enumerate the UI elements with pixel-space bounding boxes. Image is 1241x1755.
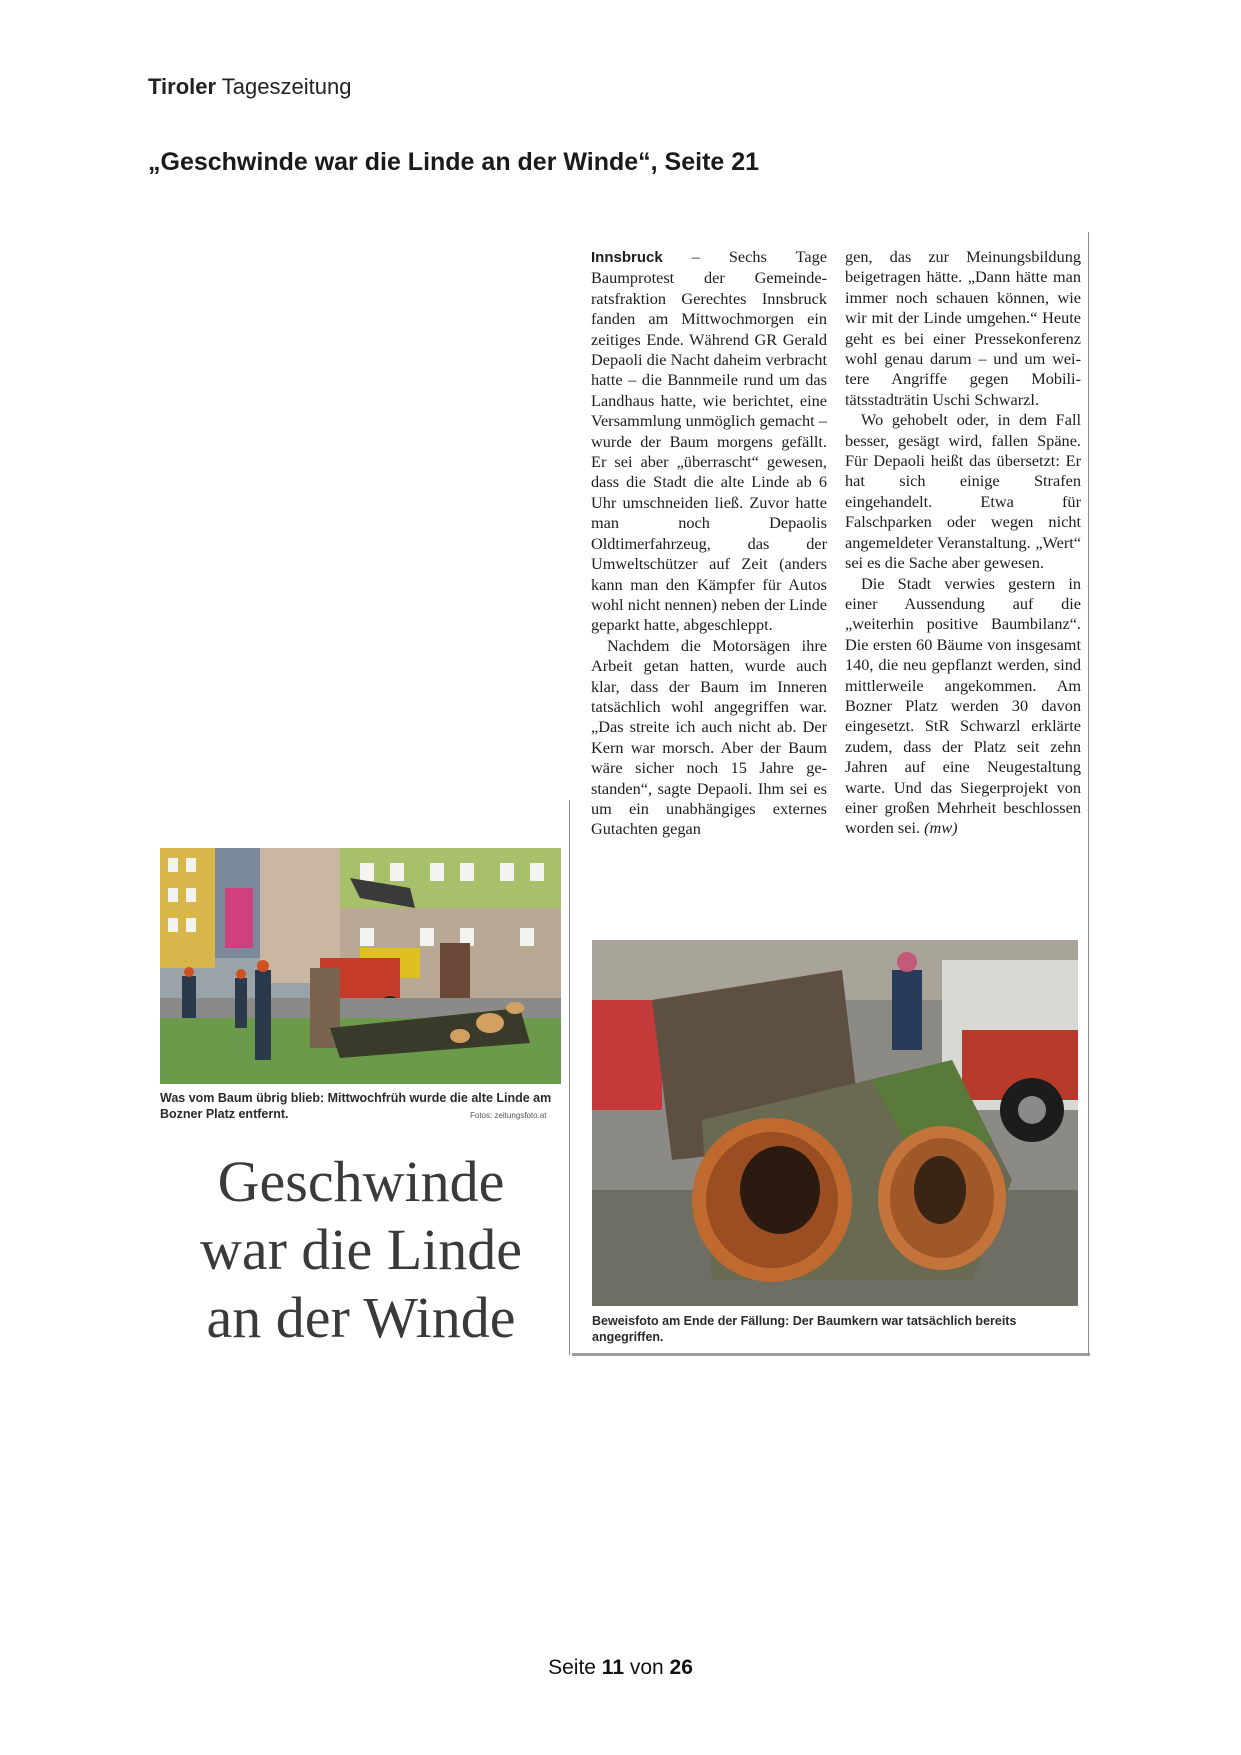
photo-credit: Fotos: zeitungsfoto.at: [470, 1111, 547, 1120]
article-column-2: [845, 247, 1081, 839]
headline-line: Geschwinde: [217, 1149, 505, 1214]
photo-caption: Was vom Baum übrig blieb: Mittwochfrüh wurde die alte Linde am Bozner Platz entfernt.: [160, 1091, 552, 1121]
page-number-total: 26: [669, 1656, 693, 1679]
clipping-border-right: [1088, 232, 1089, 1354]
photo-tree-felling: [160, 848, 561, 1084]
page-number-current: 11: [601, 1656, 624, 1679]
page-label: Seite: [548, 1656, 602, 1679]
photo-tree-trunk-image: [592, 940, 1078, 1306]
article-paragraph: [591, 247, 827, 636]
photo-caption: Beweisfoto am Ende der Fällung: Der Baumkern war tatsächlich bereits angegriffen.: [592, 1314, 1017, 1344]
dateline: Innsbruck: [591, 249, 663, 266]
paragraph-text: – Sechs Tage Baumprotest der Gemeinderatsfraktion Gerechtes Innsbruck fanden am Mittwochmorgen ein zeitiges Ende. Während GR Gerald Depaoli die Nacht daheim verbracht hatte – die Bannmeile rund um das Landhaus hatte, wie berichtet, eine Versammlung unmöglich gemacht – wurde der Baum morgens gefällt. Er sei aber „überrascht“ gewesen, dass die Stadt die alte Linde ab 6 Uhr umschneiden ließ. Zuvor hatte man noch Depaolis Oldtimerfahrzeug, das der Umweltschützer auf Zeit (anders kann man den Kämpfer für Autos wohl nicht nennen) neben der Linde geparkt hatte, abgeschleppt.: [591, 247, 827, 635]
photo-tree-felling-image: [160, 848, 561, 1084]
clipping-border-bottom: [572, 1353, 1090, 1356]
article-paragraph: Nachdem die Motorsägen ihre Arbeit getan hatten, wurde auch klar, dass der Baum im Inneren tatsächlich wohl angegriffen war. „Das streite ich auch nicht ab. Der Kern war morsch. Aber der Baum wäre sicher noch 15 Jahre gestanden“, sagte Depaoli. Ihm sei es um ein unabhängiges externes Gutachten gegan: [591, 635, 827, 839]
author-signature: (mw): [924, 818, 958, 838]
source-name-bold: Tiroler: [148, 74, 217, 99]
headline-line: war die Linde: [199, 1217, 523, 1282]
page-title: „Geschwinde war die Linde an der Winde“, Seite 21: [148, 148, 760, 176]
source-name-rest: Tageszeitung: [216, 74, 352, 99]
photo-tree-trunk: [592, 940, 1078, 1306]
article-paragraph: Wo gehobelt oder, in dem Fall besser, gesägt wird, fallen Späne. Für Depaoli heißt das übersetzt: Er hat sich einige Strafen eingehandelt. Etwa für Falschparken oder wegen nicht angemeldeter Veranstaltung. „Wert“ sei es die Sache aber gewesen.: [845, 410, 1081, 573]
column-divider: [569, 800, 570, 1355]
paragraph-text: Die Stadt verwies gestern in einer Aussendung auf die „weiterhin positive Baumbilanz“. Die ersten 60 Bäume von insgesamt 140, die neu gepflanzt werden, sind mittlerweile angekommen. Am Bozner Platz werden 30 davon eingesetzt. StR Schwarzl erklärte zudem, dass der Platz seit zehn Jahren auf eine Neugestaltung warte. Und das Siegerprojekt von einer großen Mehrheit beschlossen worden sei.: [845, 573, 1081, 838]
page-label-of: von: [624, 1656, 670, 1679]
article-headline: [160, 1148, 562, 1352]
headline-line: an der Winde: [206, 1285, 516, 1350]
article-paragraph: gen, das zur Meinungsbildung beigetragen hätte. „Dann hätte man immer noch schauen können, wie wir mit der Linde umgehen.“ Heute geht es bei einer Pressekonferenz wohl genau darum – und um weitere Angriffe gegen Mobilitätsstadträtin Uschi Schwarzl.: [845, 247, 1081, 409]
article-paragraph: [845, 574, 1081, 839]
article-column-1: [591, 247, 827, 840]
page-footer: [0, 1656, 1241, 1680]
